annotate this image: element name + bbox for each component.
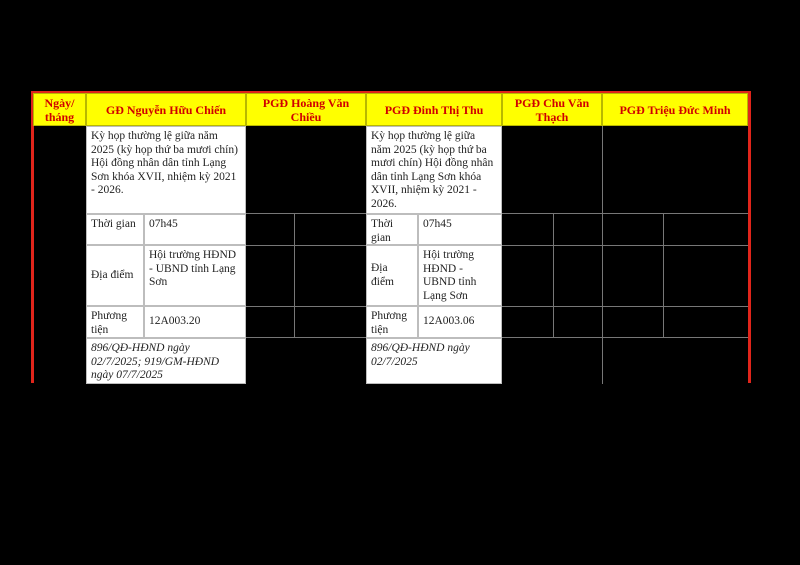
event1-vehicle-label: [86, 306, 144, 338]
grid-line: [502, 337, 748, 338]
event1-vehicle-label-text: Phương tiện: [91, 310, 127, 336]
table-left-border: [31, 91, 34, 383]
grid-line: [602, 126, 603, 384]
event1-time-value: [144, 214, 246, 245]
event1-title-text: Kỳ họp thường lệ giữa năm 2025 (kỳ họp thứ ba mươi chín) Hội đồng nhân dân tỉnh Lạng Sơn khóa XVII, nhiệm kỳ 2021 - 2026.: [91, 130, 238, 196]
event3-title: [366, 126, 502, 214]
grid-line: [246, 337, 366, 338]
grid-line: [246, 245, 366, 246]
event3-vehicle-value-text: 12A003.06: [423, 315, 475, 328]
event3-place-label: [366, 245, 418, 306]
event3-note: [366, 338, 502, 384]
header-col4-label: PGĐ Chu Văn Thạch: [514, 95, 590, 124]
event1-title: [86, 126, 246, 214]
event1-vehicle-value-text: 12A003.20: [149, 315, 201, 328]
header-col3-label: PGĐ Đinh Thị Thu: [384, 102, 484, 117]
header-col1-label: GĐ Nguyễn Hữu Chiến: [105, 102, 227, 117]
grid-line: [246, 306, 366, 307]
event1-place-label: [86, 245, 144, 306]
grid-line: [502, 306, 748, 307]
table-right-border: [748, 91, 751, 383]
event3-time-value-text: 07h45: [423, 218, 452, 230]
event1-time-label: [86, 214, 144, 245]
event3-title-text: Kỳ họp thường lệ giữa năm 2025 (kỳ họp thứ ba mươi chín) Hội đồng nhân dân tỉnh Lạng Sơn khóa XVII, nhiệm kỳ 2021 - 2026.: [371, 130, 494, 210]
event3-note-text: 896/QĐ-HĐND ngày 02/7/2025: [371, 342, 470, 368]
header-col3: [366, 93, 502, 126]
event3-vehicle-label: [366, 306, 418, 338]
header-col1: [86, 93, 246, 126]
event1-note-text: 896/QĐ-HĐND ngày 02/7/2025; 919/GM-HĐND ngày 07/7/2025: [91, 342, 220, 381]
grid-line: [663, 213, 664, 337]
event3-vehicle-label-text: Phương tiện: [371, 310, 407, 336]
header-date-label: Ngày/ tháng: [44, 95, 75, 124]
header-col2: [246, 93, 366, 126]
event3-place-value: [418, 245, 502, 306]
grid-line: [502, 245, 748, 246]
event1-place-label-text: Địa điểm: [91, 268, 134, 281]
event1-note: [86, 338, 246, 384]
event1-vehicle-value: [144, 306, 246, 338]
header-col5: [602, 93, 748, 126]
event3-vehicle-value: [418, 306, 502, 338]
event1-place-value: [144, 245, 246, 306]
event1-time-label-text: Thời gian: [91, 218, 136, 230]
event1-place-value-text: Hội trường HĐND - UBND tỉnh Lạng Sơn: [149, 249, 237, 288]
grid-line: [553, 213, 554, 337]
event3-time-value: [418, 214, 502, 245]
grid-line: [294, 213, 295, 337]
event1-time-value-text: 07h45: [149, 218, 178, 230]
header-col2-label: PGĐ Hoàng Văn Chiều: [262, 95, 350, 124]
event3-time-label: [366, 214, 418, 245]
header-date: [33, 93, 86, 126]
event3-time-label-text: Thời gian: [371, 218, 394, 244]
event3-place-label-text: Địa điểm: [371, 262, 394, 288]
header-col5-label: PGĐ Triệu Đức Minh: [619, 102, 731, 117]
grid-line: [502, 213, 748, 214]
event3-place-value-text: Hội trường HĐND - UBND tỉnh Lạng Sơn: [423, 249, 477, 302]
header-col4: [502, 93, 602, 126]
grid-line: [246, 213, 366, 214]
